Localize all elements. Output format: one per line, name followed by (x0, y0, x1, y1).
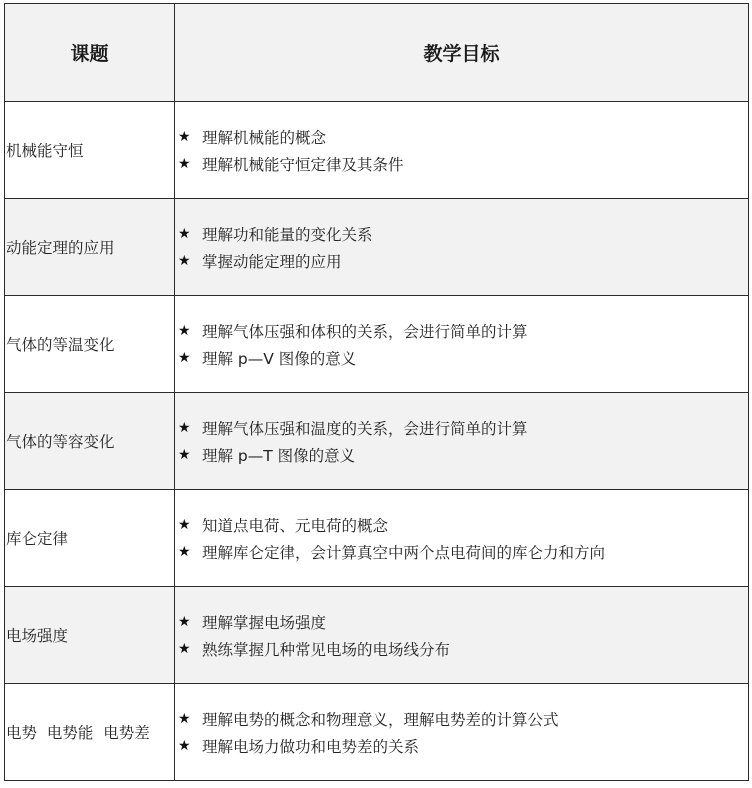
topic-cell (5, 684, 175, 780)
star-bullet-icon: ★ (178, 349, 191, 366)
table-header-row (5, 4, 749, 102)
objectives-cell (175, 684, 749, 780)
objective-item (178, 732, 559, 759)
objective-text: 理解电场力做功和电势差的关系 (202, 737, 420, 756)
objective-text: 理解气体压强和温度的关系，会进行简单的计算 (202, 419, 528, 438)
objectives-cell (175, 587, 749, 683)
lesson-objectives-table (4, 3, 749, 781)
topic-cell (5, 296, 175, 392)
star-bullet-icon: ★ (178, 252, 191, 269)
star-bullet-icon: ★ (178, 516, 191, 533)
topic-cell (5, 393, 175, 489)
objectives-cell (175, 490, 749, 586)
table-row (5, 587, 749, 684)
objective-item (178, 344, 528, 371)
topic-label: 动能定理的应用 (6, 239, 115, 257)
topic-cell (5, 102, 175, 198)
objective-item (178, 247, 373, 274)
header-topic-label: 课题 (70, 43, 109, 65)
table-row (5, 684, 749, 781)
topic-label: 电场强度 (6, 627, 69, 645)
topic-cell (5, 199, 175, 295)
objective-text: 理解功和能量的变化关系 (202, 225, 373, 244)
star-bullet-icon: ★ (178, 543, 191, 560)
topic-label: 库仑定律 (6, 530, 69, 548)
objective-item (178, 608, 450, 635)
star-bullet-icon: ★ (178, 613, 191, 630)
objective-text: 熟练掌握几种常见电场的电场线分布 (202, 640, 451, 659)
topic-label: 机械能守恒 (6, 142, 84, 160)
table-row (5, 102, 749, 199)
star-bullet-icon: ★ (178, 155, 191, 172)
header-cell-topic (5, 4, 175, 101)
objective-item (178, 538, 605, 565)
table-row (5, 393, 749, 490)
table-row (5, 199, 749, 296)
topic-cell (5, 490, 175, 586)
star-bullet-icon: ★ (178, 128, 191, 145)
star-bullet-icon: ★ (178, 737, 191, 754)
objective-item (178, 220, 373, 247)
objective-text: 理解 p—T 图像的意义 (202, 446, 356, 465)
objective-text: 掌握动能定理的应用 (202, 252, 342, 271)
objectives-cell (175, 296, 749, 392)
table-row (5, 296, 749, 393)
header-cell-objectives (175, 4, 749, 101)
table-row (5, 490, 749, 587)
topic-label: 气体的等容变化 (6, 433, 115, 451)
star-bullet-icon: ★ (178, 419, 191, 436)
objective-item (178, 705, 559, 732)
objective-item (178, 635, 450, 662)
objectives-cell (175, 393, 749, 489)
objective-text: 理解机械能的概念 (202, 128, 327, 147)
objective-text: 理解机械能守恒定律及其条件 (202, 155, 404, 174)
objective-item (178, 317, 528, 344)
topic-label: 电势 电势能 电势差 (6, 724, 150, 742)
star-bullet-icon: ★ (178, 640, 191, 657)
topic-cell (5, 587, 175, 683)
header-objectives-label: 教学目标 (423, 43, 500, 65)
objective-item (178, 150, 404, 177)
objective-text: 理解库仑定律，会计算真空中两个点电荷间的库仑力和方向 (202, 543, 606, 562)
objective-item (178, 511, 605, 538)
objective-text: 理解气体压强和体积的关系，会进行简单的计算 (202, 322, 528, 341)
star-bullet-icon: ★ (178, 446, 191, 463)
objectives-cell (175, 199, 749, 295)
star-bullet-icon: ★ (178, 710, 191, 727)
objective-text: 理解电势的概念和物理意义，理解电势差的计算公式 (202, 710, 559, 729)
star-bullet-icon: ★ (178, 225, 191, 242)
objective-item (178, 123, 404, 150)
objective-text: 知道点电荷、元电荷的概念 (202, 516, 389, 535)
star-bullet-icon: ★ (178, 322, 191, 339)
topic-label: 气体的等温变化 (6, 336, 115, 354)
objective-item (178, 441, 528, 468)
objectives-cell (175, 102, 749, 198)
objective-item (178, 414, 528, 441)
objective-text: 理解 p—V 图像的意义 (202, 349, 357, 368)
objective-text: 理解掌握电场强度 (202, 613, 327, 632)
